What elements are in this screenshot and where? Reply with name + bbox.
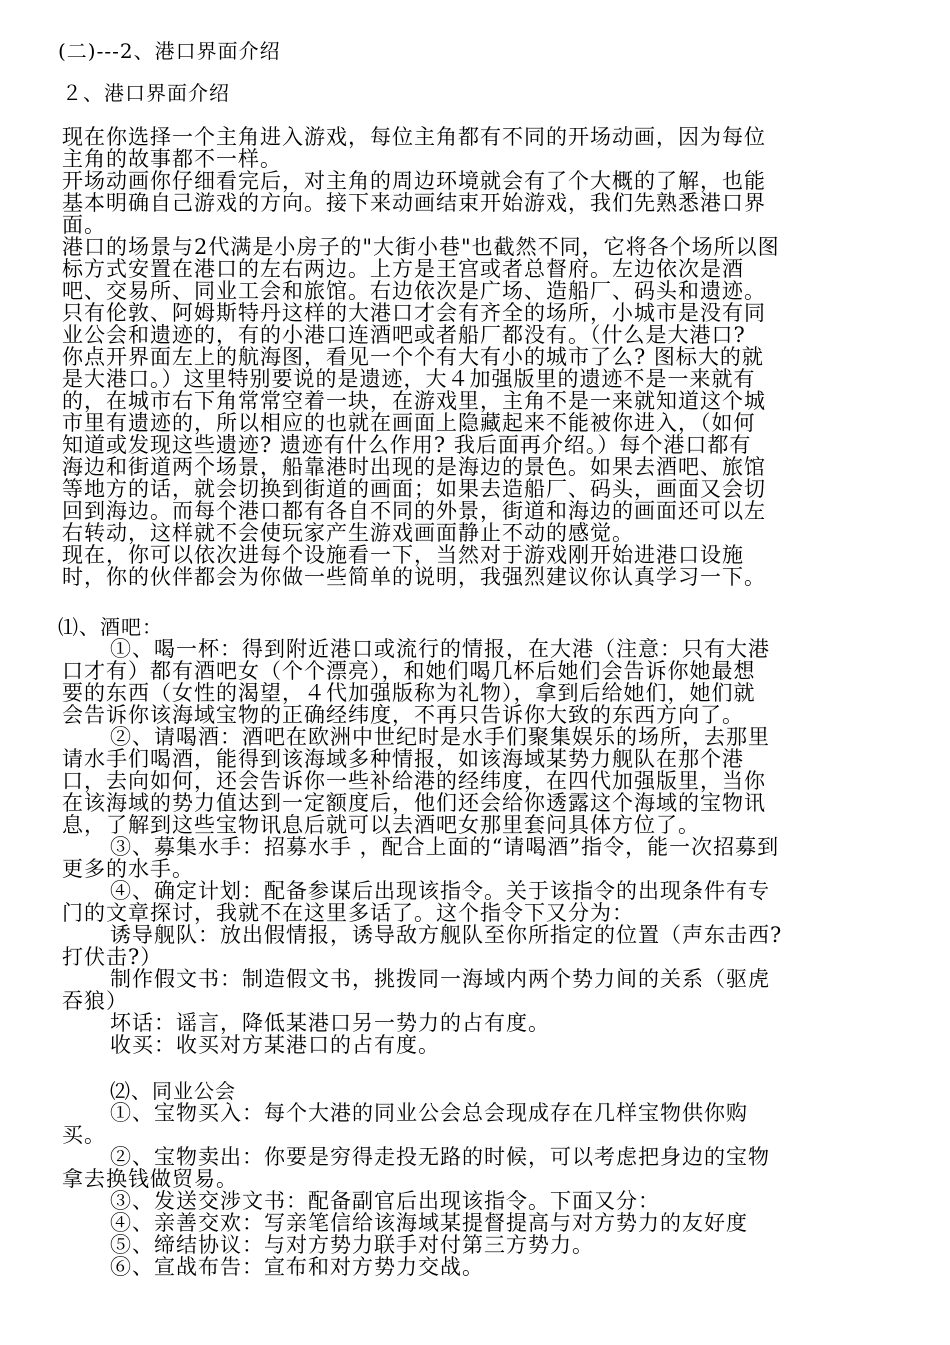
text-line: 的，在城市右下角常常空着一块，在游戏里，主角不是一来就知道这个城: [62, 389, 766, 413]
text-line: ⑤、缔结协议：与对方势力联手对付第三方势力。: [110, 1233, 594, 1257]
text-line: 面。: [62, 213, 106, 237]
text-line: ①、喝一杯：得到附近港口或流行的情报，在大港（注意：只有大港: [110, 637, 770, 661]
text-line: 知道或发现这些遗迹? 遗迹有什么作用? 我后面再介绍。）每个港口都有: [62, 433, 752, 457]
text-line: 打伏击?）: [62, 945, 163, 969]
text-line: 买。: [62, 1123, 106, 1147]
text-line: 会告诉你该海域宝物的正确经纬度，不再只告诉你大致的东西方向了。: [62, 703, 744, 727]
text-line: ②、宝物卖出：你要是穷得走投无路的时候，可以考虑把身边的宝物: [110, 1145, 770, 1169]
document-title: (二)---2、港口界面介绍: [58, 39, 281, 63]
text-line: 息，了解到这些宝物讯息后就可以去酒吧女那里套问具体方位了。: [62, 813, 700, 837]
text-line: 要的东西（女性的渴望，４代加强版称为礼物），拿到后给她们，她们就: [62, 681, 756, 705]
text-line: 现在，你可以依次进每个设施看一下，当然对于游戏刚开始进港口设施: [62, 543, 744, 567]
text-line: 只有伦敦、阿姆斯特丹这样的大港口才会有齐全的场所，小城市是没有同: [62, 301, 766, 325]
section-heading-bar: ⑴、酒吧：: [58, 615, 163, 639]
text-line: ③、募集水手：招募水手 ，配合上面的“请喝酒”指令，能一次招募到: [110, 835, 780, 859]
text-line: 标方式安置在港口的左右两边。上方是王宫或者总督府。左边依次是酒: [62, 257, 744, 281]
text-line: 更多的水手。: [62, 857, 194, 881]
text-line: 右转动，这样就不会使玩家产生游戏画面静止不动的感觉。: [62, 521, 634, 545]
text-line: 收买：收买对方某港口的占有度。: [110, 1033, 440, 1057]
text-line: 你点开界面左上的航海图，看见一个个有大有小的城市了么? 图标大的就: [62, 345, 764, 369]
text-line: ④、确定计划：配备参谋后出现该指令。关于该指令的出现条件有专: [110, 879, 770, 903]
text-line: 坏话：谣言，降低某港口另一势力的占有度。: [110, 1011, 550, 1035]
text-line: 等地方的话，就会切换到街道的画面；如果去造船厂、码头，画面又会切: [62, 477, 766, 501]
text-line: 回到海边。而每个港口都有各自不同的外景，街道和海边的画面还可以左: [62, 499, 766, 523]
section-heading-guild: ⑵、同业公会: [110, 1079, 236, 1103]
text-line: 口才有）都有酒吧女（个个漂亮），和她们喝几杯后她们会告诉你她最想: [62, 659, 756, 683]
text-line: 开场动画你仔细看完后，对主角的周边环境就会有了个大概的了解，也能: [62, 169, 766, 193]
text-line: 门的文章探讨，我就不在这里多话了。这个指令下又分为：: [62, 901, 634, 925]
text-line: 是大港口。）这里特别要说的是遗迹，大４加强版里的遗迹不是一来就有: [62, 367, 756, 391]
text-line: 制作假文书：制造假文书，挑拨同一海域内两个势力间的关系（驱虎: [110, 967, 770, 991]
text-line: 基本明确自己游戏的方向。接下来动画结束开始游戏，我们先熟悉港口界: [62, 191, 766, 215]
text-line: 口，去向如何，还会告诉你一些补给港的经纬度，在四代加强版里，当你: [62, 769, 766, 793]
text-line: ②、请喝酒：酒吧在欧洲中世纪时是水手们聚集娱乐的场所，去那里: [110, 725, 770, 749]
text-line: 吞狼）: [62, 989, 128, 1013]
text-line: 吧、交易所、同业工会和旅馆。右边依次是广场、造船厂、码头和遗迹。: [62, 279, 766, 303]
text-line: ④、亲善交欢：写亲笔信给该海域某提督提高与对方势力的友好度: [110, 1211, 748, 1235]
text-line: 拿去换钱做贸易。: [62, 1167, 238, 1191]
text-line: 请水手们喝酒，能得到该海域多种情报，如该海域某势力舰队在那个港: [62, 747, 744, 771]
text-line: 现在你选择一个主角进入游戏，每位主角都有不同的开场动画，因为每位: [62, 125, 766, 149]
text-line: ③、发送交涉文书：配备副官后出现该指令。下面又分：: [110, 1189, 660, 1213]
text-line: 主角的故事都不一样。: [62, 147, 282, 171]
text-line: 时，你的伙伴都会为你做一些简单的说明，我强烈建议你认真学习一下。: [62, 565, 766, 589]
text-line: 港口的场景与2代满是小房子的"大街小巷"也截然不同，它将各个场所以图: [62, 235, 780, 259]
text-line: 市里有遗迹的，所以相应的也就在画面上隐藏起来不能被你进入，（如何: [62, 411, 756, 435]
section-subtitle: ２、港口界面介绍: [62, 81, 230, 105]
text-line: 业公会和遗迹的，有的小港口连酒吧或者船厂都没有。（什么是大港口?: [62, 323, 746, 347]
text-line: ⑥、宣战布告：宣布和对方势力交战。: [110, 1255, 484, 1279]
text-line: ①、宝物买入：每个大港的同业公会总会现成存在几样宝物供你购: [110, 1101, 748, 1125]
text-line: 诱导舰队：放出假情报，诱导敌方舰队至你所指定的位置（声东击西?: [110, 923, 783, 947]
text-line: 海边和街道两个场景，船靠港时出现的是海边的景色。如果去酒吧、旅馆: [62, 455, 766, 479]
text-line: 在该海域的势力值达到一定额度后，他们还会给你透露这个海域的宝物讯: [62, 791, 766, 815]
